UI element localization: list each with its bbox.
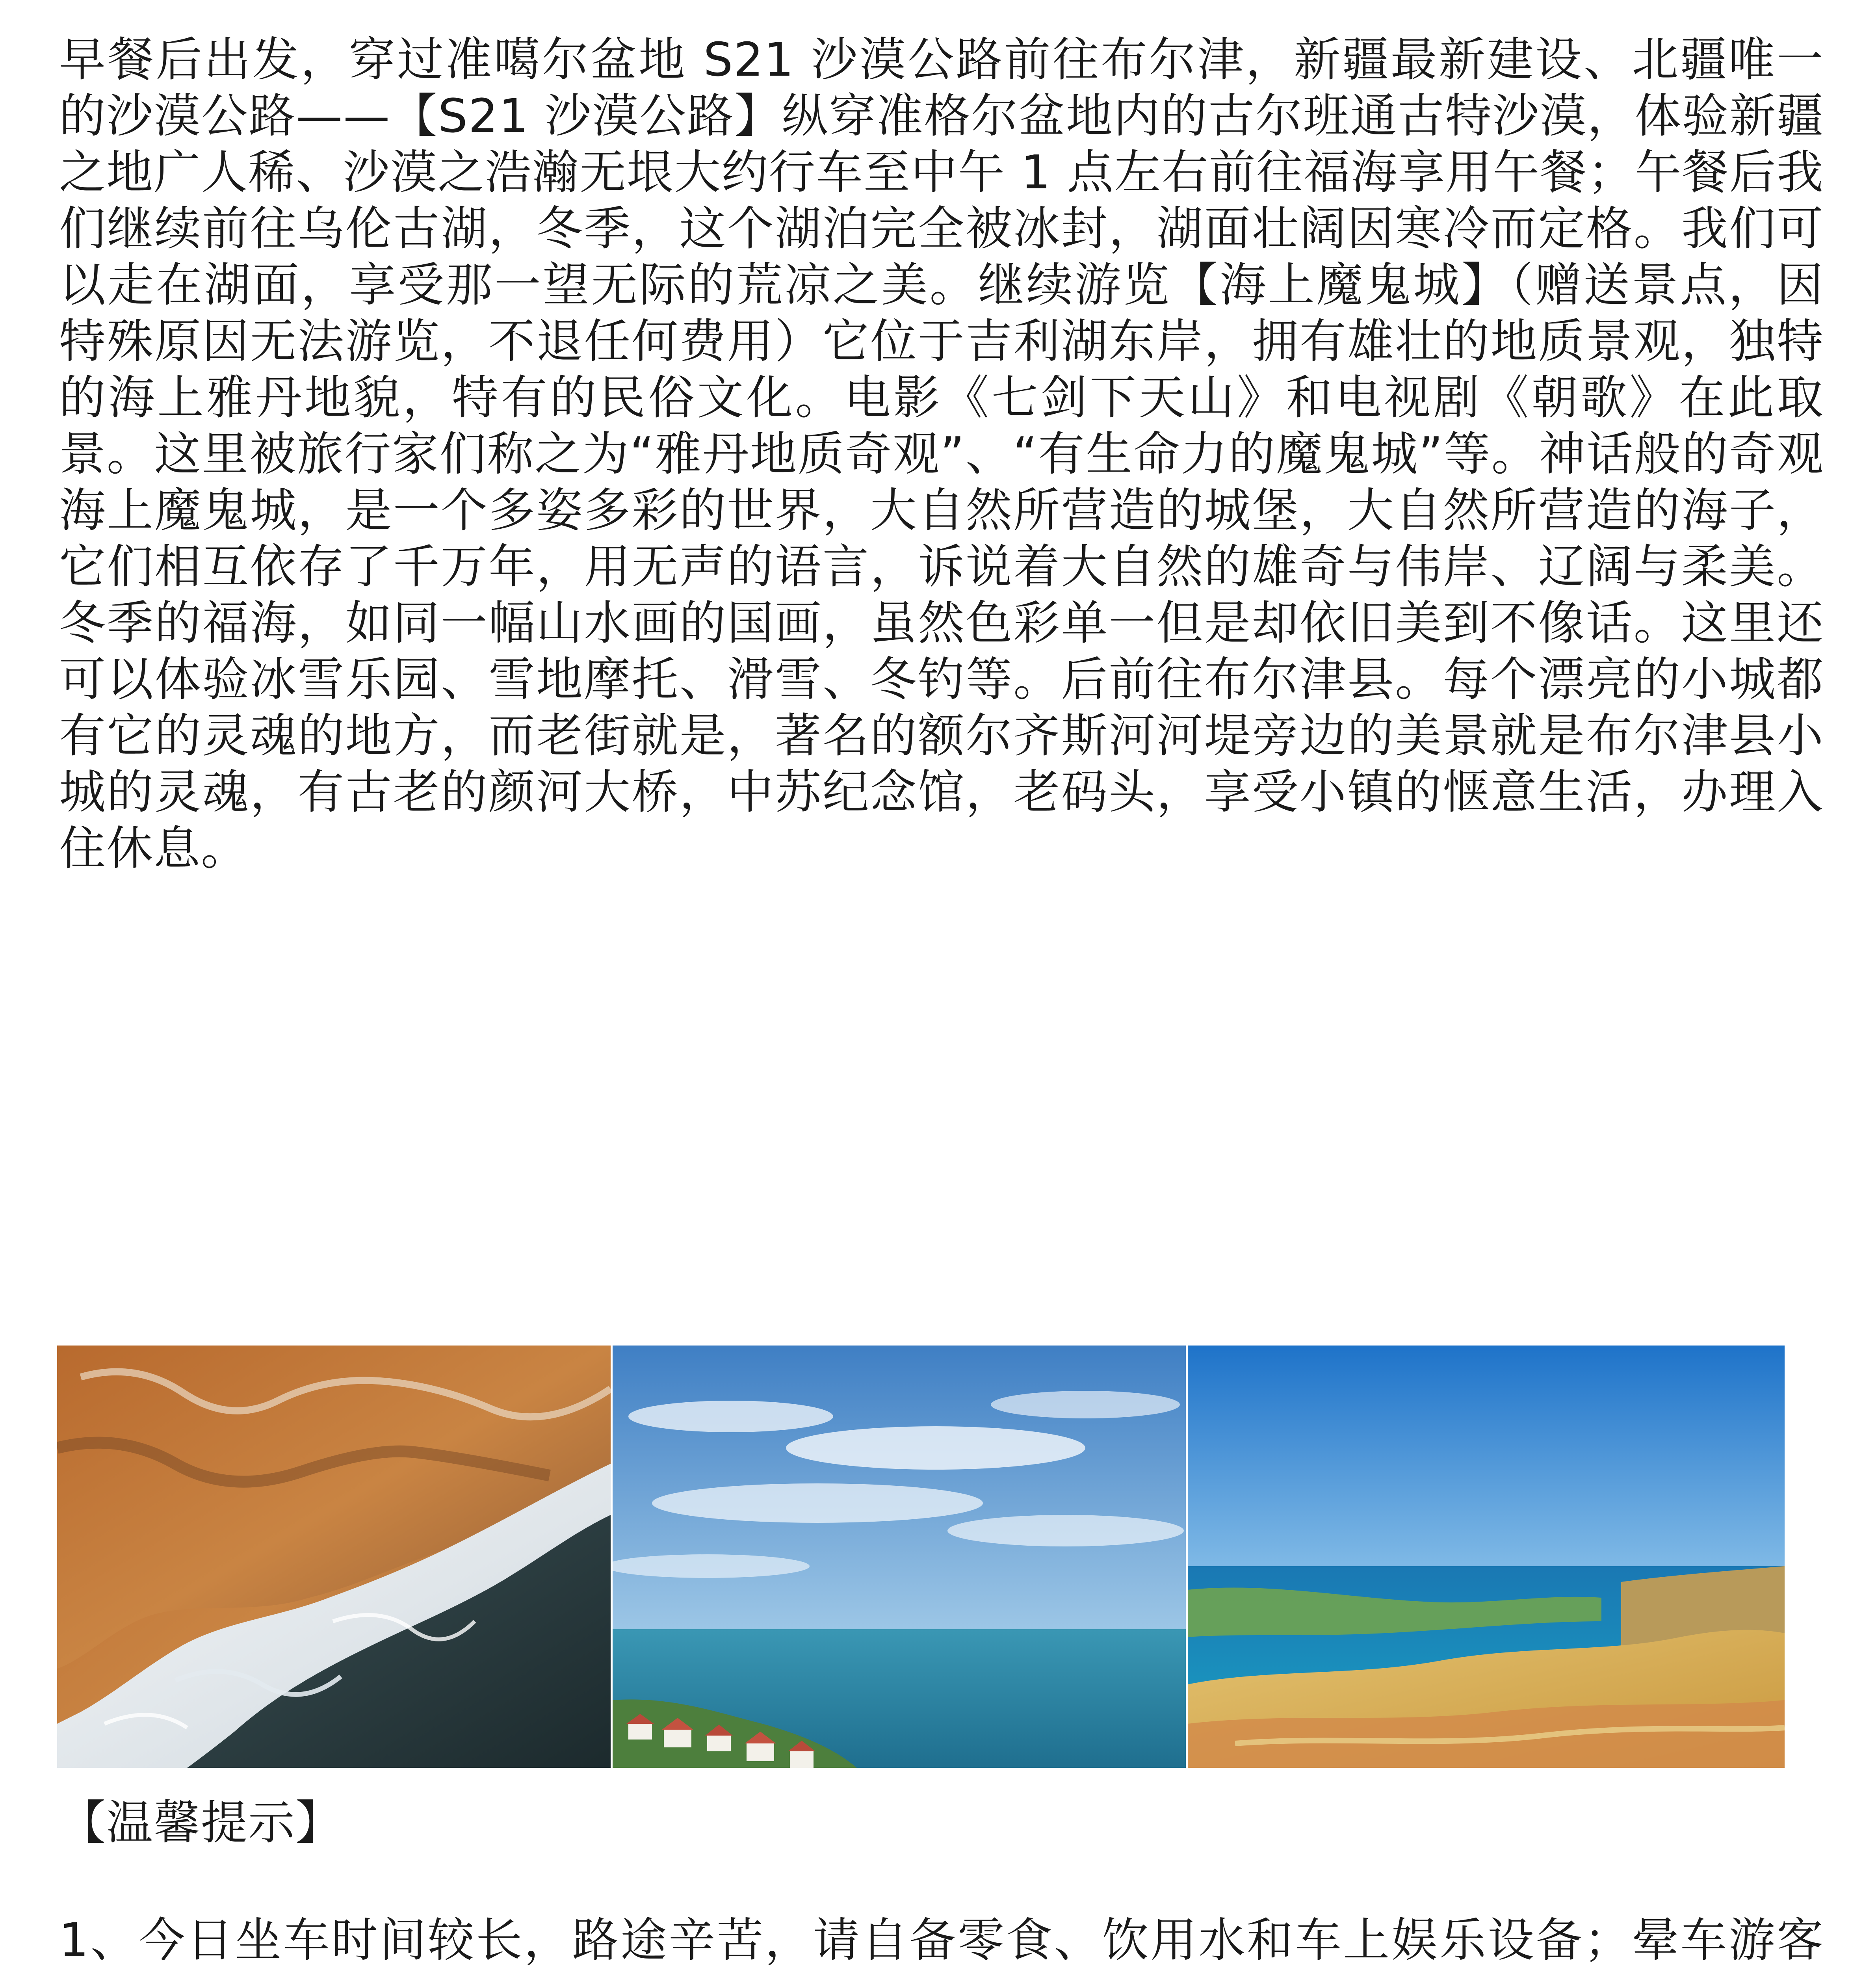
yadan-shore-lake-image	[1188, 1346, 1785, 1768]
tips-list	[59, 1888, 1824, 1970]
itinerary-paragraph: 早餐后出发，穿过准噶尔盆地 S21 沙漠公路前往布尔津，新疆最新建设、北疆唯一的沙漠公路——【S21 沙漠公路】纵穿准格尔盆地内的古尔班通古特沙漠，体验新疆之地广人稀、沙漠之浩瀚无垠大约行车至中午 1 点左右前往福海享用午餐；午餐后我们继续前往乌伦古湖，冬季，这个湖泊完全被冰封，湖面壮阔因寒冷而定格。我们可以走在湖面，享受那一望无际的荒凉之美。继续游览【海上魔鬼城】（赠送景点，因特殊原因无法游览，不退任何费用）它位于吉利湖东岸，拥有雄壮的地质景观，独特的海上雅丹地貌，特有的民俗文化。电影《七剑下天山》和电视剧《朝歌》在此取景。这里被旅行家们称之为“雅丹地质奇观”、“有生命力的魔鬼城”等。神话般的奇观海上魔鬼城，是一个多姿多彩的世界，大自然所营造的城堡，大自然所营造的海子，它们相互依存了千万年，用无声的语言，诉说着大自然的雄奇与伟岸、辽阔与柔美。冬季的福海，如同一幅山水画的国画，虽然色彩单一但是却依旧美到不像话。这里还可以体验冰雪乐园、雪地摩托、滑雪、冬钓等。后前往布尔津县。每个漂亮的小城都有它的灵魂的地方，而老街就是，著名的额尔齐斯河河堤旁边的美景就是布尔津县小城的灵魂，有古老的颜河大桥，中苏纪念馆，老码头，享受小镇的惬意生活，办理入住休息。	[59, 32, 1824, 875]
travel-tips	[59, 1795, 1824, 1970]
photo-yadan-shore-lake	[1188, 1346, 1785, 1768]
photo-gallery	[57, 1346, 1785, 1768]
frozen-lake-aerial-image	[57, 1346, 611, 1768]
lake-sky-village-image	[613, 1346, 1186, 1768]
photo-lake-sky-village	[613, 1346, 1186, 1768]
tips-heading: 【温馨提示】	[59, 1795, 343, 1850]
photo-frozen-lake-aerial	[57, 1346, 611, 1768]
tip-item-1: 1、今日坐车时间较长，路途辛苦，请自备零食、饮用水和车上娱乐设备；晕车游客	[59, 1913, 1824, 1967]
